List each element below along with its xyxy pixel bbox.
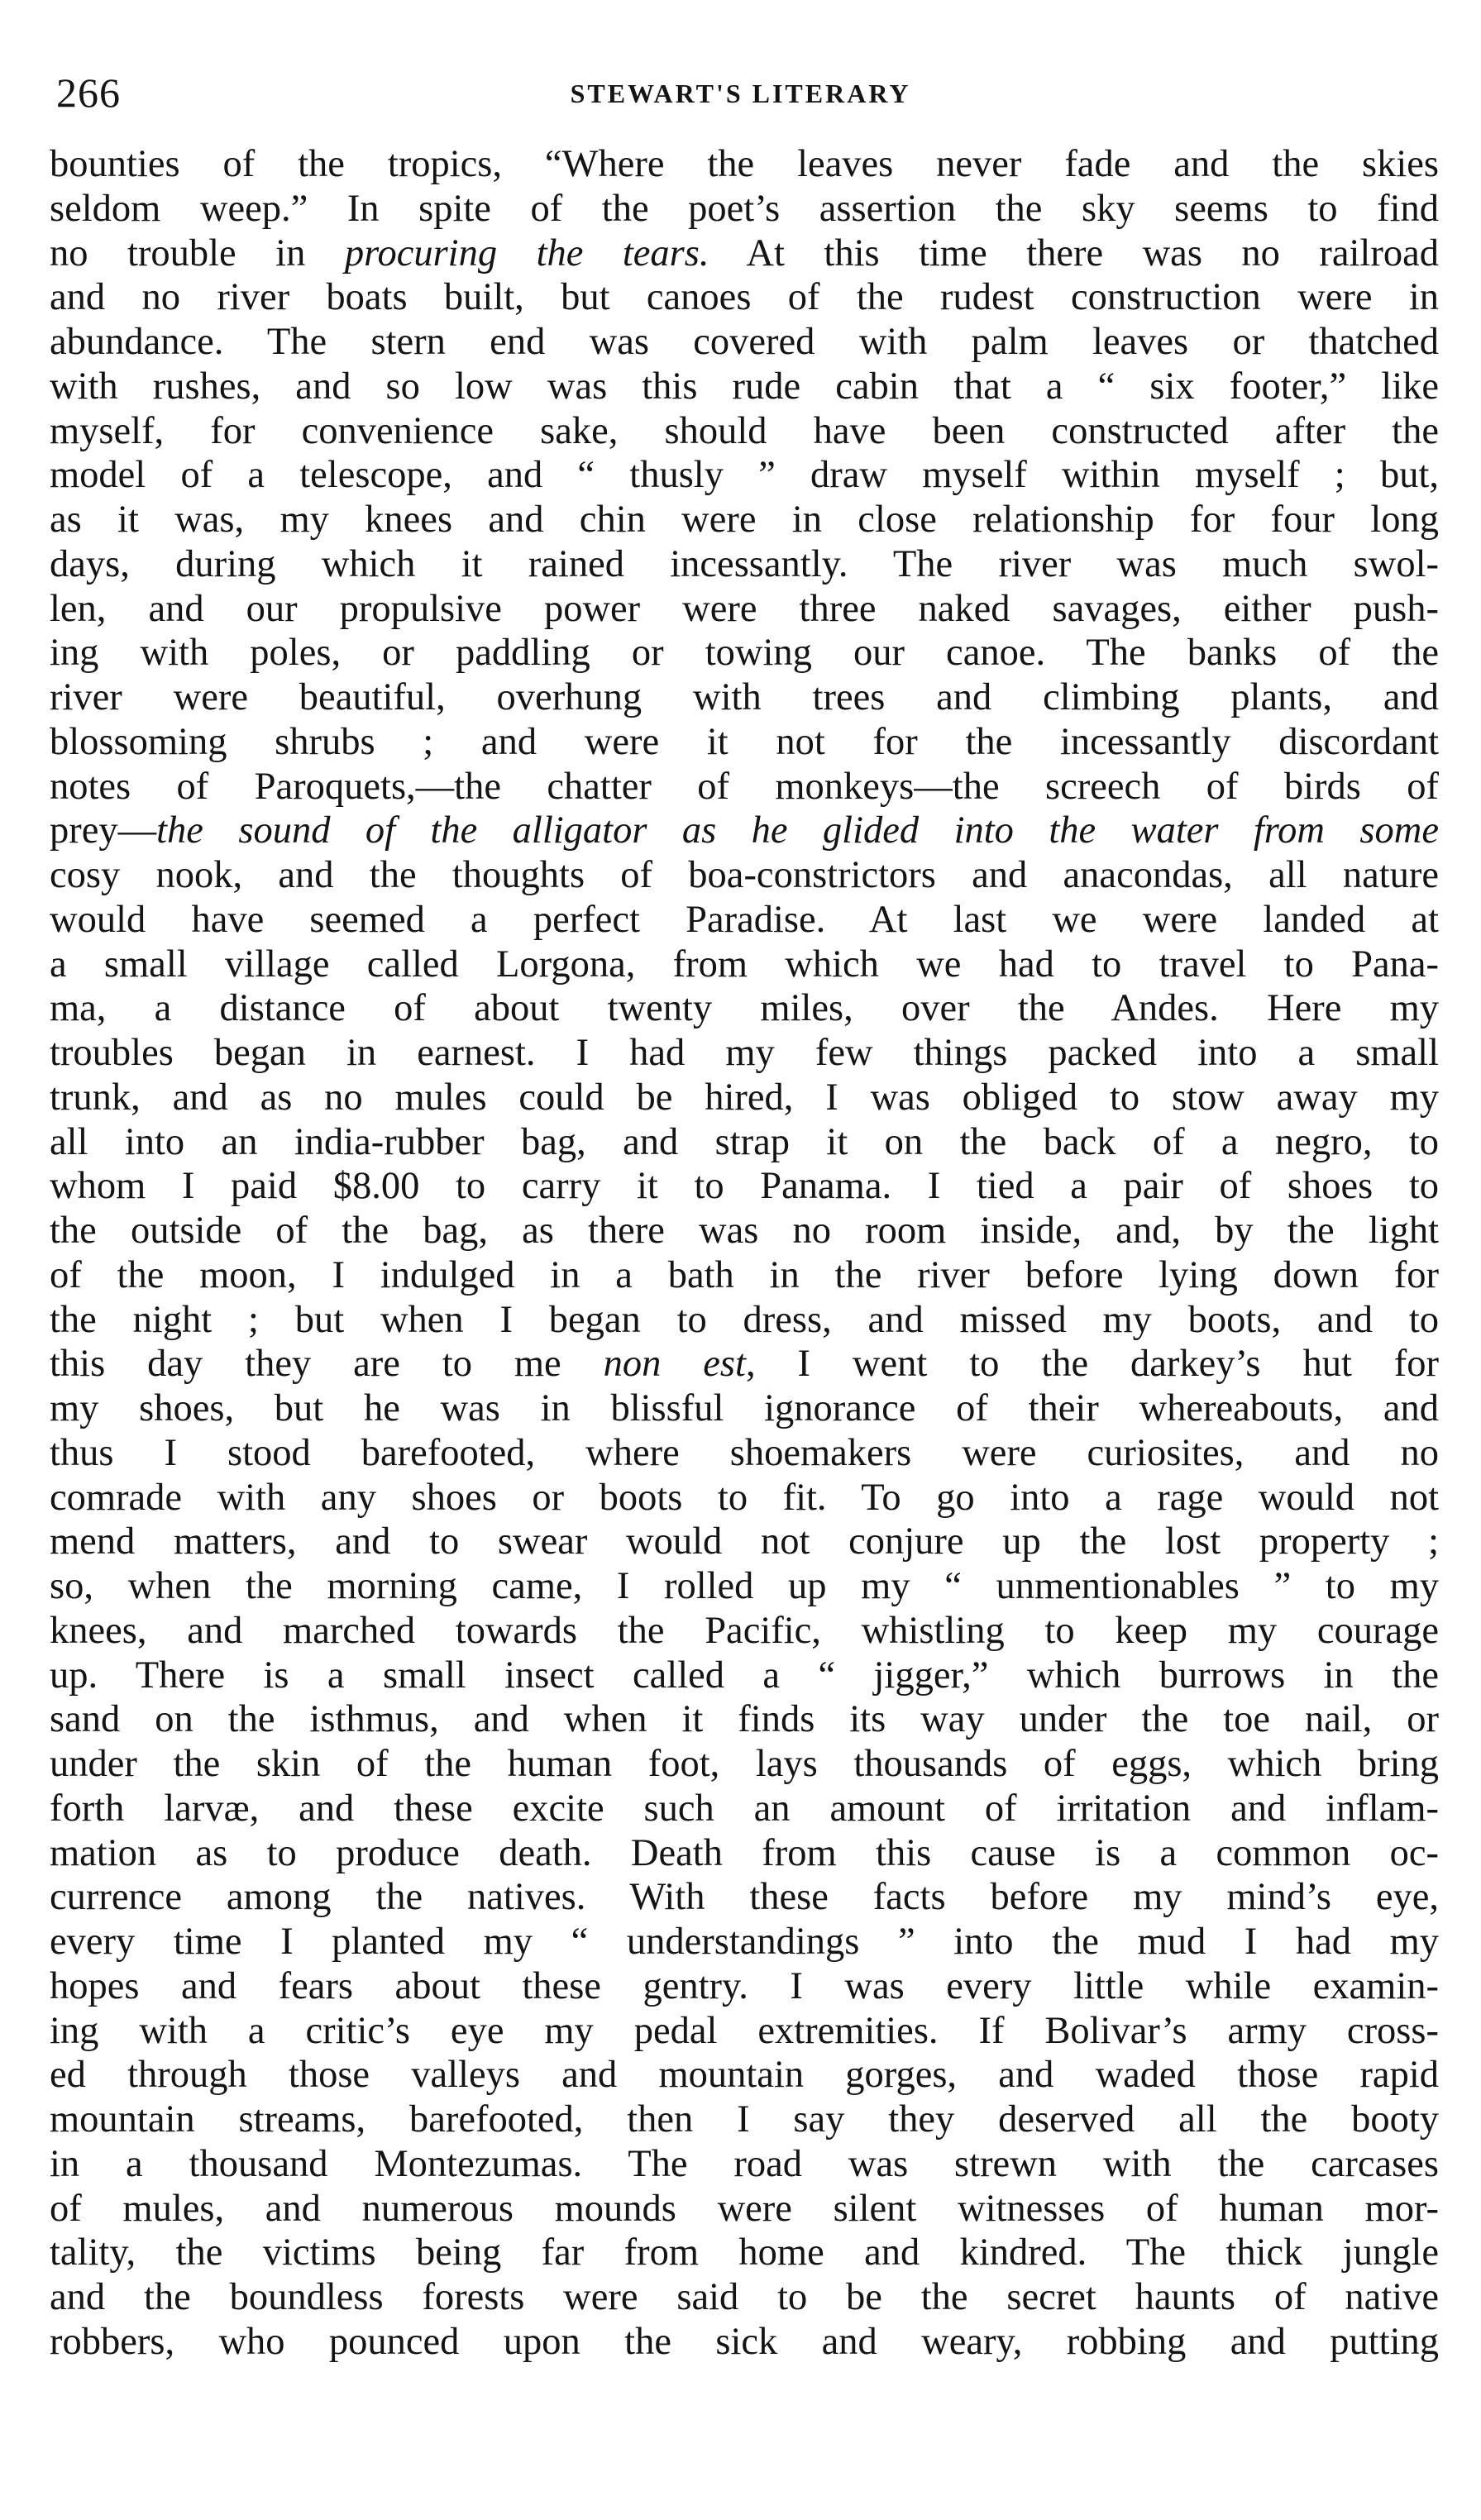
text-line: troubles began in earnest. I had my few things packed into a small: [50, 1032, 1439, 1074]
text-line: model of a telescope, and “ thusly ” draw myself within myself ; but,: [50, 454, 1439, 497]
text-line: of the moon, I indulged in a bath in the river before lying down for: [50, 1253, 1439, 1296]
italic-phrase: procuring the tears.: [344, 231, 709, 274]
text-line: with rushes, and so low was this rude cabin that a “ six footer,” like: [50, 365, 1439, 408]
text-line: river were beautiful, overhung with trees and climbing plants, and: [50, 676, 1439, 718]
text-line: would have seemed a perfect Paradise. At last we were landed at: [50, 898, 1439, 941]
text-line: the night ; but when I began to dress, and missed my boots, and to: [50, 1298, 1439, 1341]
text-line: blossoming shrubs ; and were it not for the incessantly discordant: [50, 720, 1439, 763]
text-line: my shoes, but he was in blissful ignorance of their whereabouts, and: [50, 1387, 1439, 1429]
page-number: 266: [56, 69, 121, 116]
text-line: mation as to produce death. Death from this cause is a common oc-: [50, 1831, 1439, 1874]
text-line: a small village called Lorgona, from which we had to travel to Pana-: [50, 943, 1439, 986]
text-line: hopes and fears about these gentry. I was every little while examin-: [50, 1964, 1439, 2007]
text-line: seldom weep.” In spite of the poet’s assertion the sky seems to find: [50, 187, 1439, 230]
text-line: comrade with any shoes or boots to fit. To go into a rage would not: [50, 1476, 1439, 1519]
text-line: knees, and marched towards the Pacific, whistling to keep my courage: [50, 1609, 1439, 1652]
body-text: [50, 142, 1439, 2365]
running-title: STEWART'S LITERARY: [570, 79, 911, 108]
text-line: currence among the natives. With these facts before my mind’s eye,: [50, 1876, 1439, 1919]
text-line: myself, for convenience sake, should have been constructed after the: [50, 409, 1439, 452]
text-line: up. There is a small insect called a “ jigger,” which burrows in the: [50, 1654, 1439, 1697]
text-line: tality, the victims being far from home and kindred. The thick jungle: [50, 2231, 1439, 2274]
italic-phrase: non est: [603, 1343, 746, 1386]
text-line: trunk, and as no mules could be hired, I was obliged to stow away my: [50, 1076, 1439, 1119]
text-line: of mules, and numerous mounds were silent witnesses of human mor-: [50, 2187, 1439, 2230]
italic-phrase: the sound of the alligator as he glided into the water from some: [156, 809, 1439, 852]
text-line: bounties of the tropics, “Where the leaves never fade and the skies: [50, 143, 1439, 185]
text-line: as it was, my knees and chin were in close relationship for four long: [50, 499, 1439, 541]
text-line: mountain streams, barefooted, then I say they deserved all the booty: [50, 2098, 1439, 2141]
text-line: whom I paid $8.00 to carry it to Panama. I tied a pair of shoes to: [50, 1165, 1439, 1208]
text-line: ed through those valleys and mountain gorges, and waded those rapid: [50, 2054, 1439, 2097]
text-line: thus I stood barefooted, where shoemakers were curiosites, and no: [50, 1431, 1439, 1474]
text-line: prey—the sound of the alligator as he glided into the water from some: [50, 809, 1439, 852]
text-line: notes of Paroquets,—the chatter of monkeys—the screech of birds of: [50, 765, 1439, 808]
text-line: all into an india-rubber bag, and strap it on the back of a negro, to: [50, 1120, 1439, 1163]
text-line: ma, a distance of about twenty miles, over the Andes. Here my: [50, 987, 1439, 1030]
text-line: days, during which it rained incessantly. The river was much swol-: [50, 542, 1439, 585]
text-line: under the skin of the human foot, lays thousands of eggs, which bring: [50, 1743, 1439, 1785]
text-line: mend matters, and to swear would not conjure up the lost property ;: [50, 1520, 1439, 1563]
text-line: sand on the isthmus, and when it finds its way under the toe nail, or: [50, 1698, 1439, 1741]
text-line: ing with a critic’s eye my pedal extremities. If Bolivar’s army cross-: [50, 2009, 1439, 2052]
text-line: abundance. The stern end was covered with palm leaves or thatched: [50, 321, 1439, 363]
text-line: forth larvæ, and these excite such an amount of irritation and inflam-: [50, 1787, 1439, 1830]
running-head: [56, 68, 1425, 126]
text-line: and the boundless forests were said to be the secret haunts of native: [50, 2276, 1439, 2318]
text-line: robbers, who pounced upon the sick and weary, robbing and putting: [50, 2320, 1439, 2363]
text-line: in a thousand Montezumas. The road was strewn with the carcases: [50, 2142, 1439, 2185]
text-line: cosy nook, and the thoughts of boa-constrictors and anacondas, all nature: [50, 854, 1439, 896]
text-line: this day they are to me non est, I went to the darkey’s hut for: [50, 1343, 1439, 1386]
text-line: the outside of the bag, as there was no room inside, and, by the light: [50, 1210, 1439, 1252]
text-line: and no river boats built, but canoes of the rudest construction were in: [50, 276, 1439, 319]
text-line: len, and our propulsive power were three naked savages, either push-: [50, 587, 1439, 630]
text-line: no trouble in procuring the tears. At this time there was no railroad: [50, 231, 1439, 274]
text-line: so, when the morning came, I rolled up my “ unmentionables ” to my: [50, 1565, 1439, 1607]
text-line: ing with poles, or paddling or towing our canoe. The banks of the: [50, 632, 1439, 675]
text-line: every time I planted my “ understandings ” into the mud I had my: [50, 1921, 1439, 1963]
